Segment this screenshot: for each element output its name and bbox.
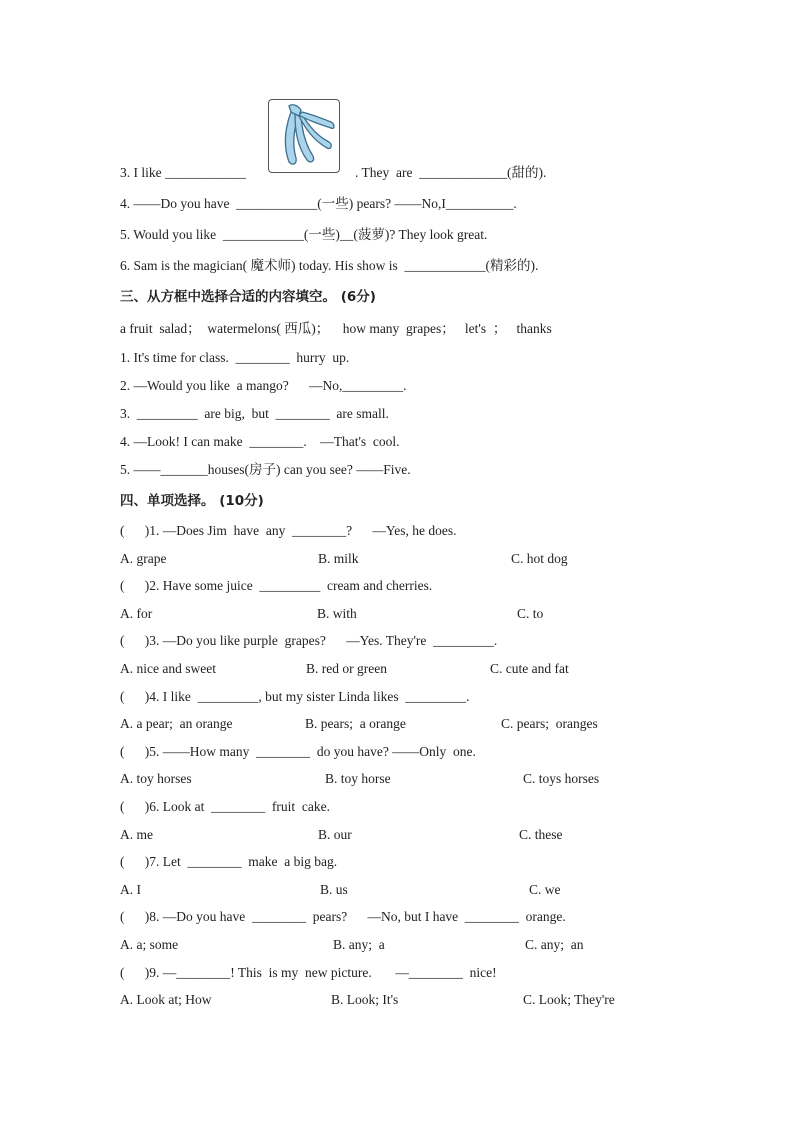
option-a: A. grape	[120, 551, 167, 566]
option-c: C. any; an	[525, 937, 584, 952]
option-b: B. with	[317, 606, 357, 621]
question-9: ( )9. —________! This is my new picture. —________ nice!	[120, 965, 497, 980]
question-4: 4. ——Do you have ____________(一些) pears? ——No,I__________.	[120, 196, 517, 211]
option-a: A. for	[120, 606, 153, 621]
option-c: C. pears; oranges	[501, 716, 598, 731]
option-c: C. Look; They're	[523, 992, 615, 1007]
question-5: ( )5. ——How many ________ do you have? ——Only one.	[120, 744, 476, 759]
option-c: C. these	[519, 827, 563, 842]
section-3-item: 5. ——_______houses(房子) can you see? ——Five.	[120, 462, 411, 477]
question-3-start: 3. I like ____________	[120, 165, 246, 180]
option-a: A. Look at; How	[120, 992, 212, 1007]
option-a: A. I	[120, 882, 141, 897]
bananas-icon	[268, 99, 340, 173]
option-b: B. us	[320, 882, 348, 897]
option-a: A. a pear; an orange	[120, 716, 233, 731]
option-a: A. me	[120, 827, 153, 842]
question-8: ( )8. —Do you have ________ pears? —No, but I have ________ orange.	[120, 909, 566, 924]
option-a: A. toy horses	[120, 771, 192, 786]
option-c: C. we	[529, 882, 561, 897]
question-6: 6. Sam is the magician( 魔术师) today. His show is ____________(精彩的).	[120, 258, 539, 273]
option-c: C. to	[517, 606, 544, 621]
section-3-heading: 三、从方框中选择合适的内容填空。 (6分)	[120, 289, 376, 305]
option-b: B. toy horse	[325, 771, 391, 786]
option-b: B. milk	[318, 551, 359, 566]
option-c: C. hot dog	[511, 551, 568, 566]
section-3-item: 4. —Look! I can make ________. —That's cool.	[120, 434, 400, 449]
option-b: B. red or green	[306, 661, 387, 676]
question-3-end: . They are _____________(甜的).	[355, 165, 547, 180]
section-3-item: 2. —Would you like a mango? —No,_________.	[120, 378, 407, 393]
question-7: ( )7. Let ________ make a big bag.	[120, 854, 338, 869]
question-3: ( )3. —Do you like purple grapes? —Yes. They're _________.	[120, 633, 498, 648]
question-5: 5. Would you like ____________(一些)__(菠萝)? They look great.	[120, 227, 488, 242]
option-b: B. any; a	[333, 937, 385, 952]
question-2: ( )2. Have some juice _________ cream and cherries.	[120, 578, 433, 593]
option-c: C. cute and fat	[490, 661, 569, 676]
option-a: A. a; some	[120, 937, 179, 952]
option-b: B. our	[318, 827, 352, 842]
option-a: A. nice and sweet	[120, 661, 216, 676]
section-3-item: 3. _________ are big, but ________ are small.	[120, 406, 389, 421]
question-4: ( )4. I like _________, but my sister Linda likes _________.	[120, 689, 470, 704]
question-1: ( )1. —Does Jim have any ________? —Yes, he does.	[120, 523, 457, 538]
word-box: a fruit salad； watermelons( 西瓜)； how many grapes； let's ； thanks	[120, 321, 552, 336]
section-3-item: 1. It's time for class. ________ hurry up.	[120, 350, 350, 365]
section-4-heading: 四、单项选择。 (10分)	[120, 493, 264, 509]
option-c: C. toys horses	[523, 771, 600, 786]
option-b: B. Look; It's	[331, 992, 399, 1007]
question-6: ( )6. Look at ________ fruit cake.	[120, 799, 330, 814]
option-b: B. pears; a orange	[305, 716, 406, 731]
